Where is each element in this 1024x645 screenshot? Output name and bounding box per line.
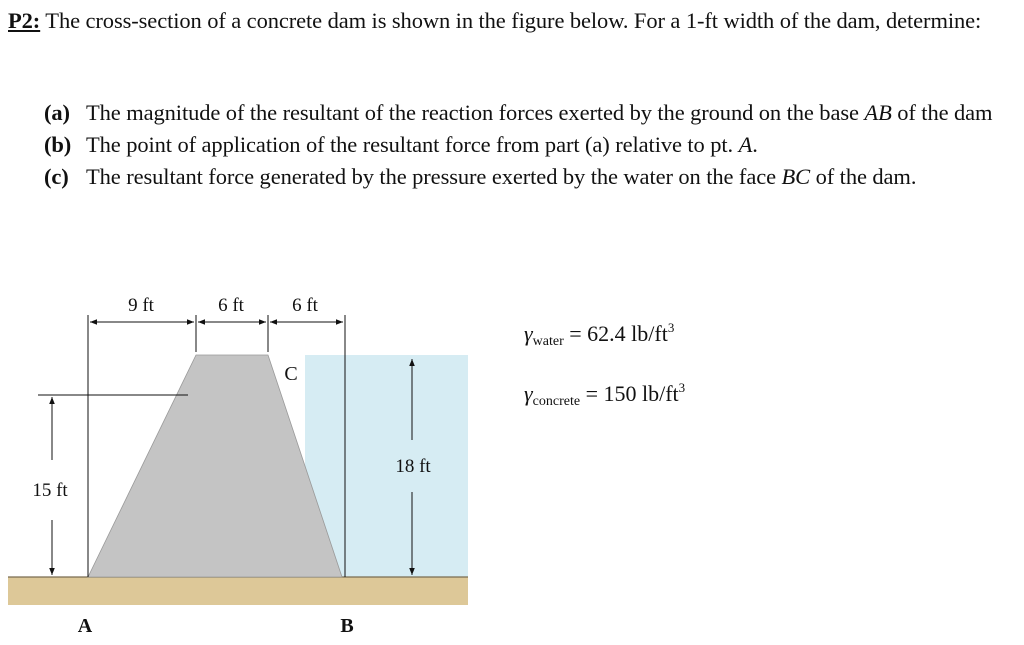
point-label-a: A [77,615,93,637]
dim-label-6ft-right: 6 ft [292,295,318,316]
part-b-label: (b) [44,132,72,157]
part-c-label: (c) [44,164,69,189]
ground-region [8,577,468,605]
dim-label-18ft: 18 ft [395,456,431,477]
part-a-label: (a) [44,100,70,125]
dam-cross-section [88,355,342,577]
gamma-water: $\gamma_{water} = 62.4$ $lb/ft^3$ [524,320,675,349]
part-a-text: The magnitude of the resultant of the reaction forces exerted by the ground on the base AB of the dam [86,100,993,125]
part-b-text: The point of application of the resultant force from part (a) relative to pt. A. [86,132,758,157]
dim-label-9ft: 9 ft [128,295,154,316]
gamma-concrete: $\gamma_{concrete} = 150$ $lb/ft^3$ [524,380,686,409]
problem-text: The cross-section of a concrete dam is shown in the figure below. For a 1-ft width of the dam, determine: [40,8,982,33]
dim-label-6ft-middle: 6 ft [218,295,244,316]
point-label-b: B [340,615,354,637]
point-label-c: C [284,363,298,385]
problem-label: P2: [8,8,41,33]
dim-label-15ft: 15 ft [32,480,68,501]
part-c-text: The resultant force generated by the pressure exerted by the water on the face BC of the dam. [86,164,917,189]
